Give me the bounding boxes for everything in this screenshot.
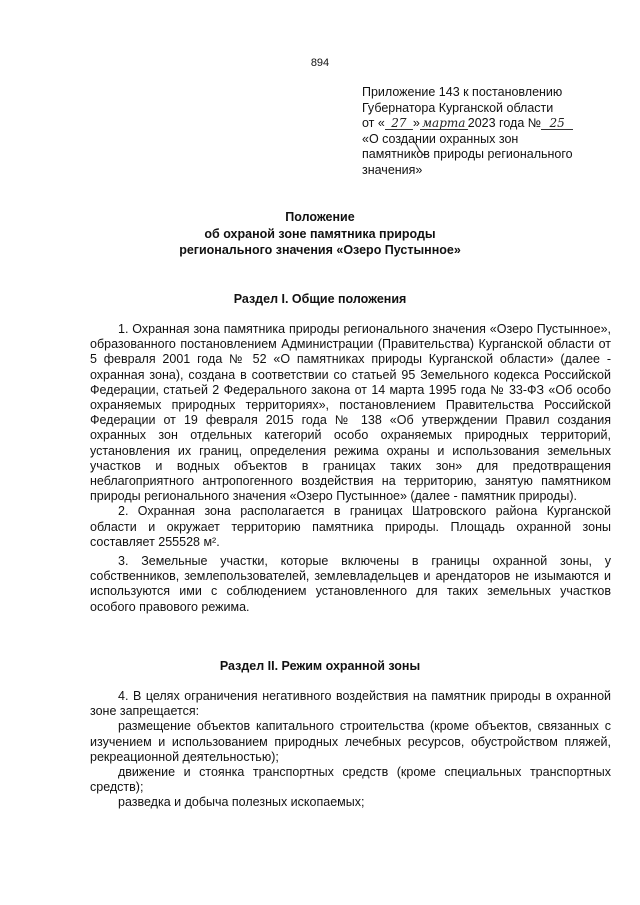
paragraph-1: 1. Охранная зона памятника природы регионального значения «Озеро Пустынное», образованного постановлением Администрации (Правительства) Курганской области от 5 февраля 2001 года № 52 «О памятниках природы Курганской области» (далее - охранная зона), создана в соответствии со статьей 95 Земельного кодекса Российской Федерации, статьей 2 Федерального закона от 14 марта 1995 года № 33-ФЗ «Об особо охраняемых природных территориях», постановлением Правительства Российской Федерации от 19 февраля 2015 года № 138 «Об утверждении Правил создания охранных зон отдельных категорий особо охраняемых природных территорий, установления их границ, определения режима охраны и использования земельных участков и водных объектов в границах таких зон» для предотвращения неблагоприятного антропогенного воздействия на территорию, занятую памятником природы регионального значения «Озеро Пустынное» (далее - памятник природы). <box>90 322 611 504</box>
section-2-body <box>90 689 611 811</box>
handwritten-month: марта <box>420 117 468 130</box>
page-number: 894 <box>310 57 330 69</box>
date-year: 2023 года № <box>467 116 542 130</box>
title-line-1: Положение <box>285 210 355 224</box>
appendix-line-5: памятников природы регионального <box>362 147 573 161</box>
appendix-block <box>362 85 622 178</box>
paragraph-2: 2. Охранная зона располагается в границах Шатровского района Курганской области и окружает территорию памятника природы. Площадь охранной зоны составляет 255528 м². <box>90 504 611 549</box>
handwritten-day: 27 <box>385 117 413 130</box>
date-prefix: от « <box>362 116 385 130</box>
appendix-line-2: Губернатора Курганской области <box>362 100 554 115</box>
appendix-line-1: Приложение 143 к постановлению <box>362 85 563 99</box>
appendix-line-4: «О создании охранных зон <box>362 131 519 146</box>
signature-mark <box>410 137 440 157</box>
paragraph-4: 4. В целях ограничения негативного воздействия на памятник природы в охранной зоне запрещается: <box>90 689 611 719</box>
paragraph-3: 3. Земельные участки, которые включены в границы охранной зоны, у собственников, землепользователей, землевладельцев и арендаторов не изымаются и используются ими с соблюдением установленного для таких земельных участков особого правового режима. <box>90 554 611 614</box>
appendix-line-6: значения» <box>362 162 423 177</box>
appendix-date-line <box>362 116 622 132</box>
section-1-body <box>90 322 611 615</box>
date-mid: » <box>412 116 420 130</box>
title-line-2: об охраной зоне памятника природы <box>204 226 436 241</box>
section-2-heading: Раздел II. Режим охранной зоны <box>219 659 421 673</box>
title-line-3: регионального значения «Озеро Пустынное» <box>179 243 461 257</box>
document-title <box>0 209 640 259</box>
list-item-3: разведка и добыча полезных ископаемых; <box>118 795 365 810</box>
section-1-heading: Раздел I. Общие положения <box>233 292 407 306</box>
list-item-1: размещение объектов капитального строительства (кроме объектов, связанных с изучением и использованием природных лечебных ресурсов, обустройством пляжей, рекреационной деятельностью); <box>90 719 611 764</box>
handwritten-doc-number: 25 <box>541 117 573 130</box>
list-item-2: движение и стоянка транспортных средств (кроме специальных транспортных средств); <box>90 765 611 795</box>
